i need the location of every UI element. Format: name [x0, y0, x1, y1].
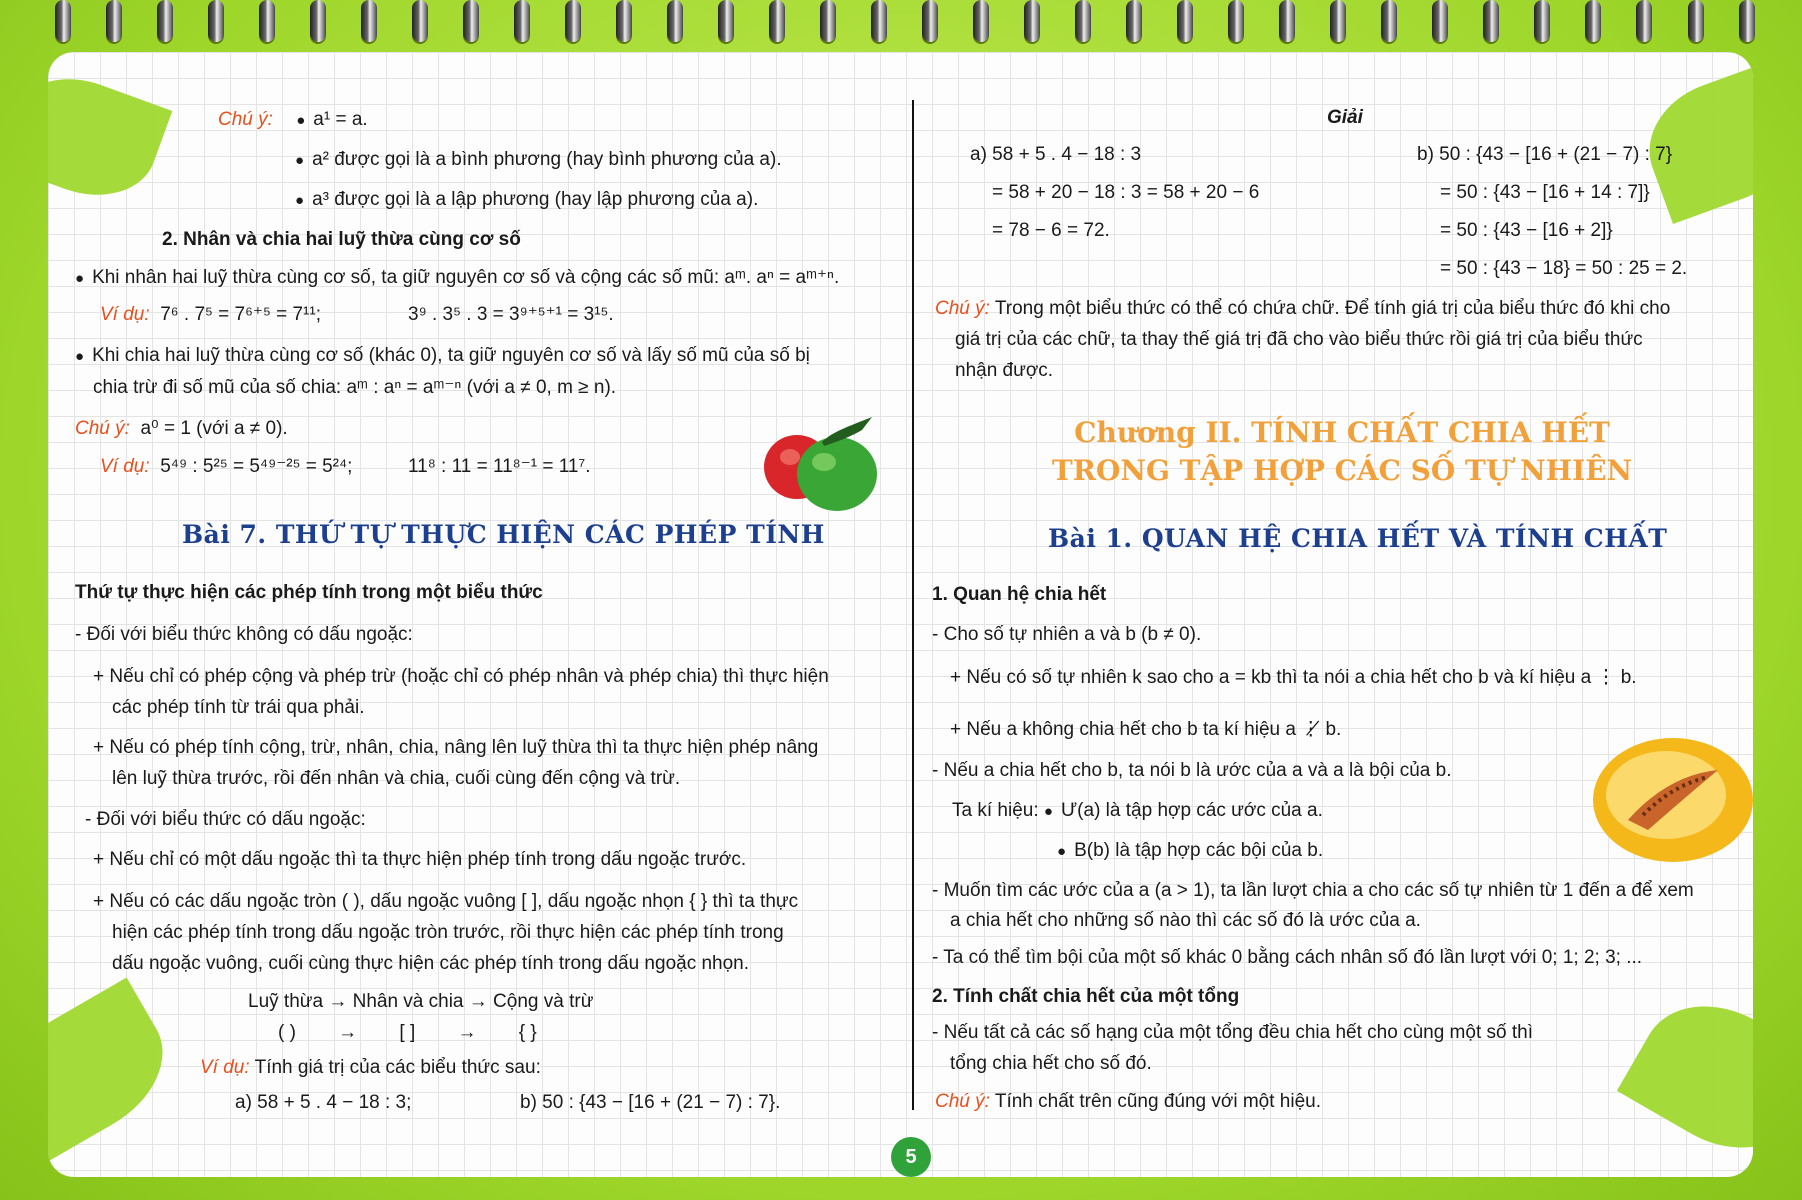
paragraph: - Cho số tự nhiên a và b (b ≠ 0). [932, 624, 1202, 645]
example-a: 7⁶ . 7⁵ = 7⁶⁺⁵ = 7¹¹; [160, 304, 321, 325]
paragraph: - Nếu a chia hết cho b, ta nói b là ước của a và a là bội của b. [932, 760, 1452, 781]
example-text: Tính giá trị của các biểu thức sau: [254, 1057, 541, 1078]
notation-item: Ư(a) là tập hợp các ước của a. [1060, 800, 1323, 821]
note-text: giá trị của các chữ, ta thay thế giá trị đã cho vào biểu thức rồi giá trị của biểu thức [955, 329, 1643, 350]
leaf-decoration [1617, 978, 1753, 1176]
note-item: a³ được gọi là a lập phương (hay lập phương của a). [312, 189, 759, 210]
paragraph: + Nếu có các dấu ngoặc tròn ( ), dấu ngoặc vuông [ ], dấu ngoặc nhọn { } thì ta thực [93, 891, 799, 912]
paragraph: a chia hết cho những số nào thì các số đó là ước của a. [950, 910, 1421, 931]
solution-heading: Giải [1327, 107, 1363, 128]
example-a: 5⁴⁹ : 5²⁵ = 5⁴⁹⁻²⁵ = 5²⁴; [160, 456, 353, 477]
paragraph: hiện các phép tính trong dấu ngoặc tròn trước, rồi thực hiện các phép tính trong [112, 922, 784, 943]
paragraph: + Nếu chỉ có phép cộng và phép trừ (hoặc chỉ có phép nhân và phép chia) thì thực hiện [93, 666, 829, 687]
paragraph: các phép tính từ trái qua phải. [112, 697, 365, 718]
section-title: 1. Quan hệ chia hết [932, 584, 1107, 605]
note-label: Chú ý: [218, 109, 273, 130]
leaf-decoration [48, 60, 172, 215]
column-divider [912, 100, 914, 1110]
lesson-title: Bài 1. QUAN HỆ CHIA HẾT VÀ TÍNH CHẤT [1048, 524, 1668, 553]
paragraph: lên luỹ thừa trước, rồi đến nhân và chia, cuối cùng đến cộng và trừ. [112, 768, 681, 789]
order-flow: Luỹ thừa → Nhân và chia → Cộng và trừ [248, 991, 594, 1012]
paragraph: dấu ngoặc vuông, cuối cùng thực hiện các phép tính trong dấu ngoặc nhọn. [112, 953, 750, 974]
solution-step: a) 58 + 5 . 4 − 18 : 3 [970, 144, 1142, 165]
note-item: a¹ = a. [313, 109, 368, 130]
rule-multiply: Khi nhân hai luỹ thừa cùng cơ số, ta giữ nguyên cơ số và cộng các số mũ: aᵐ. aⁿ = aᵐ⁺ⁿ. [92, 267, 840, 288]
chapter-title: TRONG TẬP HỢP CÁC SỐ TỰ NHIÊN [1051, 454, 1633, 487]
section-title: 2. Nhân và chia hai luỹ thừa cùng cơ số [162, 229, 521, 250]
spiral-binding [55, 0, 1755, 50]
solution-step: = 50 : {43 − 18} = 50 : 25 = 2. [1440, 258, 1688, 279]
paragraph: - Muốn tìm các ước của a (a > 1), ta lần lượt chia a cho các số tự nhiên từ 1 đến a để xem [932, 880, 1694, 901]
example-label: Ví dụ: [200, 1057, 250, 1078]
example-b: 11⁸ : 11 = 11⁸⁻¹ = 11⁷. [408, 456, 591, 477]
notation-label: Ta kí hiệu: [952, 800, 1039, 821]
lesson-title: Bài 7. THỨ TỰ THỰC HIỆN CÁC PHÉP TÍNH [182, 520, 825, 549]
section-title: 2. Tính chất chia hết của một tổng [932, 986, 1240, 1007]
rule-divide: Khi chia hai luỹ thừa cùng cơ số (khác 0), ta giữ nguyên cơ số và lấy số mũ của số bị [92, 345, 810, 366]
solution-step: = 50 : {43 − [16 + 14 : 7]} [1440, 182, 1650, 203]
paragraph: - Đối với biểu thức có dấu ngoặc: [85, 809, 366, 830]
paragraph: - Đối với biểu thức không có dấu ngoặc: [75, 624, 413, 645]
order-flow: ( ) → [ ] → { } [278, 1022, 537, 1043]
paragraph: + Nếu a không chia hết cho b ta kí hiệu a ⋮̸ b. [950, 719, 1342, 740]
chapter-title: Chương II. TÍNH CHẤT CHIA HẾT [1074, 416, 1610, 449]
solution-step: = 78 − 6 = 72. [992, 220, 1110, 241]
notation-item: B(b) là tập hợp các bội của b. [1074, 840, 1324, 861]
note-item: a² được gọi là a bình phương (hay bình phương của a). [312, 149, 782, 170]
melon-illustration [1588, 735, 1753, 865]
note-text: Trong một biểu thức có thể có chứa chữ. Để tính giá trị của biểu thức đó khi cho [994, 298, 1671, 319]
paragraph: + Nếu có phép tính cộng, trừ, nhân, chia, nâng lên luỹ thừa thì ta thực hiện phép nâng [93, 737, 819, 758]
note-text: nhận được. [955, 360, 1054, 381]
solution-step: = 50 : {43 − [16 + 2]} [1440, 220, 1613, 241]
rule-divide-cont: chia trừ đi số mũ của số chia: aᵐ : aⁿ = aᵐ⁻ⁿ (với a ≠ 0, m ≥ n). [93, 377, 617, 398]
solution-step: b) 50 : {43 − [16 + (21 − 7) : 7} [1417, 144, 1673, 165]
note-label: Chú ý: [75, 418, 130, 439]
paragraph: - Ta có thể tìm bội của một số khác 0 bằng cách nhân số đó lần lượt với 0; 1; 2; 3; ... [932, 947, 1643, 968]
paragraph: + Nếu chỉ có một dấu ngoặc thì ta thực hiện phép tính trong dấu ngoặc trước. [93, 849, 747, 870]
fruit-illustration [762, 412, 882, 512]
example-label: Ví dụ: [100, 456, 150, 477]
example-a: a) 58 + 5 . 4 − 18 : 3; [235, 1092, 412, 1113]
note-text: a⁰ = 1 (với a ≠ 0). [140, 418, 288, 439]
paragraph: + Nếu có số tự nhiên k sao cho a = kb thì ta nói a chia hết cho b và kí hiệu a ⋮ b. [950, 667, 1637, 688]
solution-step: = 58 + 20 − 18 : 3 = 58 + 20 − 6 [992, 182, 1260, 203]
note-label: Chú ý: [935, 298, 990, 319]
note-label: Chú ý: [935, 1091, 990, 1112]
example-b: 3⁹ . 3⁵ . 3 = 3⁹⁺⁵⁺¹ = 3¹⁵. [408, 304, 614, 325]
leaf-decoration [48, 978, 187, 1167]
paragraph: tổng chia hết cho số đó. [950, 1053, 1152, 1074]
paragraph: - Nếu tất cả các số hạng của một tổng đều chia hết cho cùng một số thì [932, 1022, 1533, 1043]
example-b: b) 50 : {43 − [16 + (21 − 7) : 7}. [520, 1092, 781, 1113]
page-number: 5 [891, 1137, 931, 1177]
example-label: Ví dụ: [100, 304, 150, 325]
note-text: Tính chất trên cũng đúng với một hiệu. [994, 1091, 1322, 1112]
section-title: Thứ tự thực hiện các phép tính trong một biểu thức [75, 582, 543, 603]
